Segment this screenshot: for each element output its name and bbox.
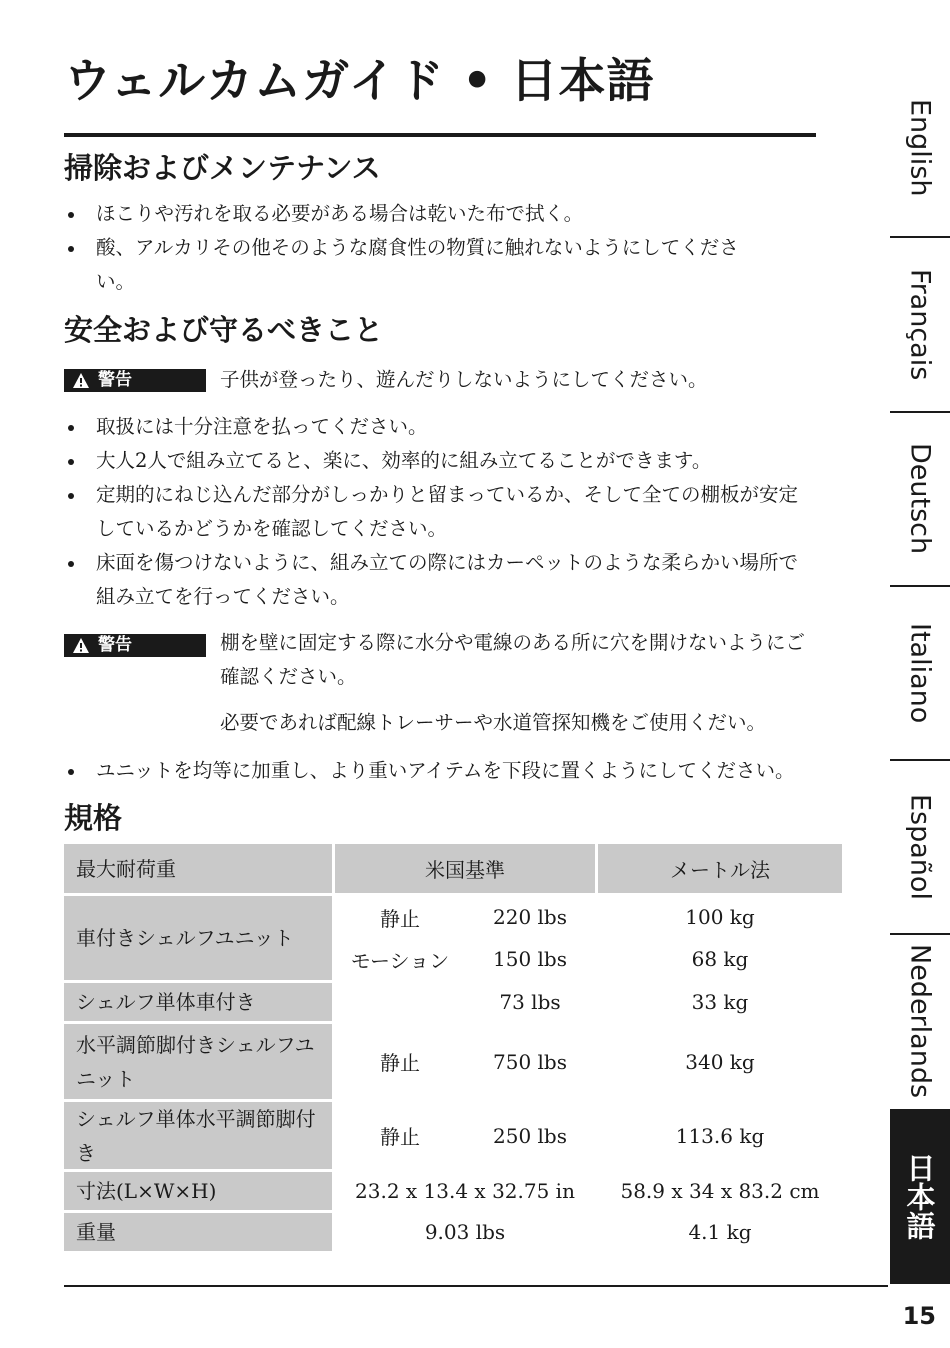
us-value-cell: 73 lbs bbox=[499, 990, 561, 1014]
row-label-cell: 車付きシェルフユニット bbox=[64, 896, 332, 980]
warning-note: 必要であれば配線トレーサーや水道管探知機をご使用くだい。 bbox=[220, 711, 767, 734]
tab-espanol[interactable] bbox=[890, 761, 950, 933]
row-label-cell: 水平調節脚付きシェルフユニット bbox=[64, 1024, 332, 1099]
header-metric-cell: メートル法 bbox=[598, 844, 842, 893]
list-item: 取扱には十分注意を払ってください。 bbox=[64, 410, 816, 444]
row-label-cell: シェルフ単体水平調節脚付き bbox=[64, 1102, 332, 1169]
list-item: ほこりや汚れを取る必要がある場合は乾いた布で拭く。 bbox=[64, 197, 816, 231]
tab-label: Français bbox=[904, 268, 936, 381]
safety-heading-text: 安全および守るべきこと bbox=[64, 313, 384, 347]
warning-icon bbox=[72, 372, 90, 389]
row-label-cell: 寸法(L×W×H) bbox=[64, 1172, 332, 1210]
tab-japanese[interactable] bbox=[890, 1109, 950, 1284]
tab-francais[interactable] bbox=[890, 238, 950, 411]
warning-badge bbox=[64, 369, 206, 392]
header-us-cell: 米国基準 bbox=[335, 844, 595, 893]
metric-value-cell: 340 kg bbox=[685, 1049, 755, 1074]
metric-value-cell: 33 kg bbox=[691, 990, 749, 1014]
cleaning-list bbox=[64, 197, 816, 299]
list-item: 定期的にねじ込んだ部分がしっかりと留まっているか、そして全ての棚板が安定しているかどうかを確認してください。 bbox=[64, 478, 816, 546]
cleaning-heading: 掃除およびメンテナンス bbox=[64, 151, 381, 185]
tab-english[interactable] bbox=[890, 60, 950, 236]
condition-motion-cell: モーション bbox=[350, 948, 450, 973]
metric-value-cell: 4.1 kg bbox=[688, 1220, 752, 1244]
us-value-cell: 250 lbs bbox=[493, 1123, 567, 1148]
tab-deutsch[interactable] bbox=[890, 413, 950, 585]
list-item: ユニットを均等に加重し、より重いアイテムを下段に置くようにしてください。 bbox=[64, 754, 816, 788]
language-tabs bbox=[890, 60, 950, 1284]
row-label-cell: 重量 bbox=[64, 1213, 332, 1251]
warning-text: 子供が登ったり、遊んだりしないようにしてください。 bbox=[220, 368, 708, 391]
page-number: 15 bbox=[902, 1302, 936, 1330]
tab-label: Nederlands bbox=[904, 943, 936, 1099]
warning-label: 警告 bbox=[98, 635, 132, 655]
list-item: 酸、アルカリその他そのような腐食性の物質に触れないようにしてください。 bbox=[64, 231, 776, 299]
us-value-cell: 220 lbs bbox=[493, 905, 567, 929]
warning-label: 警告 bbox=[98, 370, 132, 390]
tab-label: Italiano bbox=[904, 622, 936, 724]
condition-static-cell: 静止 bbox=[380, 906, 420, 931]
page-title: ウェルカムガイド • 日本語 bbox=[64, 54, 655, 109]
tab-label: Deutsch bbox=[904, 443, 936, 555]
metric-value-cell: 113.6 kg bbox=[675, 1123, 765, 1148]
us-value-cell: 23.2 x 13.4 x 32.75 in bbox=[355, 1179, 575, 1203]
metric-value-cell: 100 kg bbox=[685, 905, 755, 929]
metric-value-cell: 68 kg bbox=[691, 947, 749, 971]
us-value-cell: 9.03 lbs bbox=[424, 1220, 506, 1244]
tab-nederlands[interactable] bbox=[890, 935, 950, 1107]
safety-heading bbox=[64, 312, 383, 348]
us-value-cell: 150 lbs bbox=[493, 947, 567, 971]
spec-table bbox=[64, 844, 844, 1252]
metric-value-cell: 58.9 x 34 x 83.2 cm bbox=[620, 1179, 820, 1203]
header-label-cell: 最大耐荷重 bbox=[64, 844, 332, 893]
warning-text: 棚を壁に固定する際に水分や電線のある所に穴を開けないようにご確認ください。 bbox=[220, 631, 806, 688]
title-rule bbox=[64, 133, 816, 137]
tab-italiano[interactable] bbox=[890, 587, 950, 759]
safety-last-list bbox=[64, 754, 816, 788]
warning-badge bbox=[64, 634, 206, 657]
tab-label: English bbox=[904, 99, 936, 197]
list-item: 床面を傷つけないように、組み立ての際にはカーペットのような柔らかい場所で組み立てを行ってください。 bbox=[64, 546, 816, 614]
tab-label: Español bbox=[904, 794, 936, 900]
us-value-cell: 750 lbs bbox=[493, 1049, 567, 1074]
safety-list bbox=[64, 410, 816, 614]
row-label-cell: シェルフ単体車付き bbox=[64, 983, 332, 1021]
condition-static-cell: 静止 bbox=[380, 1051, 420, 1075]
tab-label: 日本語 bbox=[902, 1153, 937, 1240]
list-item: 大人2人で組み立てると、楽に、効率的に組み立てることができます。 bbox=[64, 444, 816, 478]
specs-heading: 規格 bbox=[64, 801, 123, 835]
warning-icon bbox=[72, 637, 90, 654]
footer-rule bbox=[64, 1285, 888, 1287]
condition-static-cell: 静止 bbox=[380, 1125, 420, 1149]
